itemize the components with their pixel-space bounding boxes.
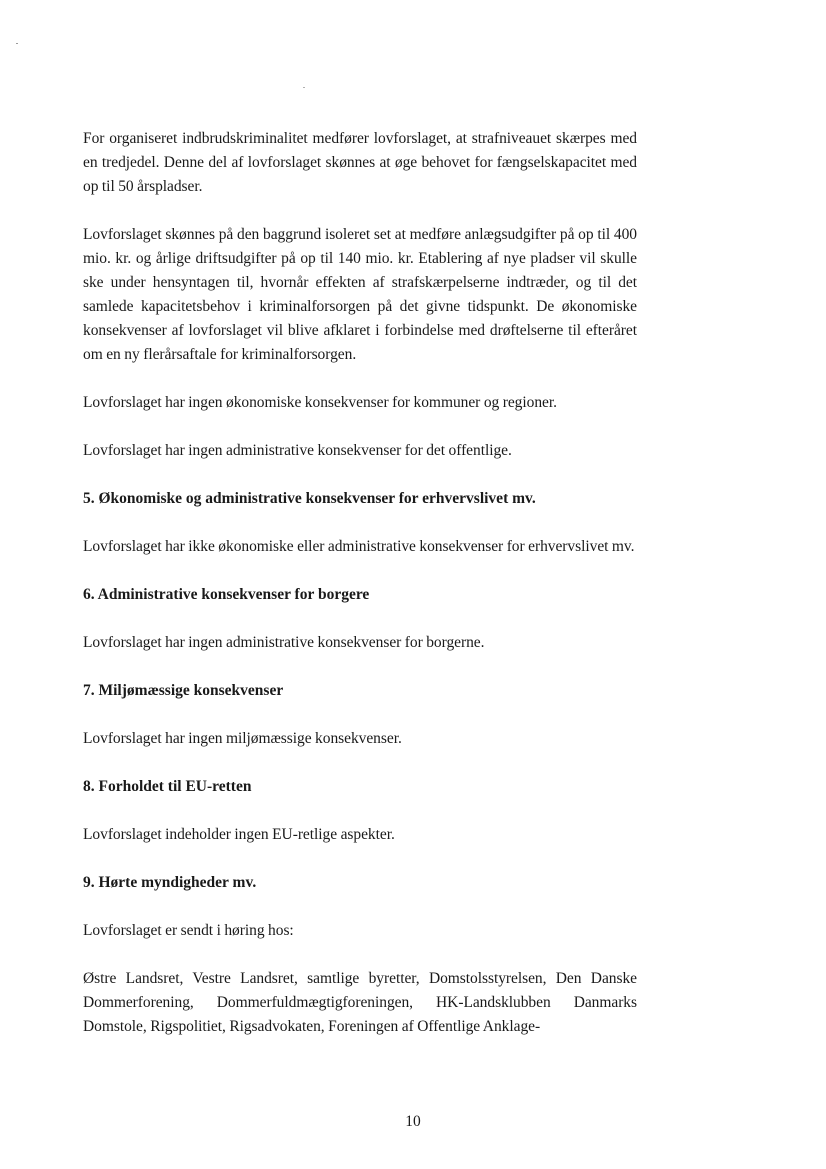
paragraph-citizens: Lovforslaget har ingen administrative konsekvenser for borgerne. (83, 634, 485, 651)
section-heading-7: 7. Miljømæssige konsekvenser (83, 682, 284, 699)
section-heading-5: 5. Økonomiske og administrative konsekvenser for erhvervslivet mv. (83, 490, 536, 507)
paragraph-costs: Lovforslaget skønnes på den baggrund isoleret set at medføre anlægsudgifter på op til 400 mio. kr. og årlige driftsudgifter på op til 140 mio. kr. Etablering af nye pladser vil skulle ske under hensyntagen til, hvornår effekten af strafskærpelserne indtræder, og til det samlede kapacitetsbehov i kriminalforsorgen på det givne tidspunkt. De økonomiske konsekvenser af lovforslaget vil blive afklaret i forbindelse med drøftelserne til efteråret om en ny flerårsaftale for kriminalforsorgen. (83, 226, 637, 363)
paragraph-prison-capacity: For organiseret indbrudskriminalitet medfører lovforslaget, at strafniveauet skærpes med en tredjedel. Denne del af lovforslaget skønnes at øge behovet for fængselskapacitet med op til 50 årspladser. (83, 130, 637, 195)
scan-speck (303, 87, 305, 88)
section-heading-6: 6. Administrative konsekvenser for borgere (83, 586, 370, 603)
scan-speck (16, 43, 18, 44)
document-body (83, 127, 637, 1039)
paragraph-eu-law: Lovforslaget indeholder ingen EU-retlige aspekter. (83, 826, 395, 843)
paragraph-municipalities: Lovforslaget har ingen økonomiske konsekvenser for kommuner og regioner. (83, 394, 557, 411)
section-heading-9: 9. Hørte myndigheder mv. (83, 874, 257, 891)
paragraph-public-admin: Lovforslaget har ingen administrative konsekvenser for det offentlige. (83, 442, 512, 459)
paragraph-business: Lovforslaget har ikke økonomiske eller administrative konsekvenser for erhvervslivet mv. (83, 538, 635, 555)
page-number: 10 (405, 1113, 421, 1130)
section-heading-8: 8. Forholdet til EU-retten (83, 778, 252, 795)
paragraph-consultation-intro: Lovforslaget er sendt i høring hos: (83, 922, 294, 939)
paragraph-consultation-list: Østre Landsret, Vestre Landsret, samtlige byretter, Domstolsstyrelsen, Den Danske Dommerforening, Dommerfuldmægtigforeningen, HK-Landsklubben Danmarks Domstole, Rigspolitiet, Rigsadvokaten, Foreningen af Offentlige Anklage- (83, 970, 637, 1035)
paragraph-environment: Lovforslaget har ingen miljømæssige konsekvenser. (83, 730, 402, 747)
